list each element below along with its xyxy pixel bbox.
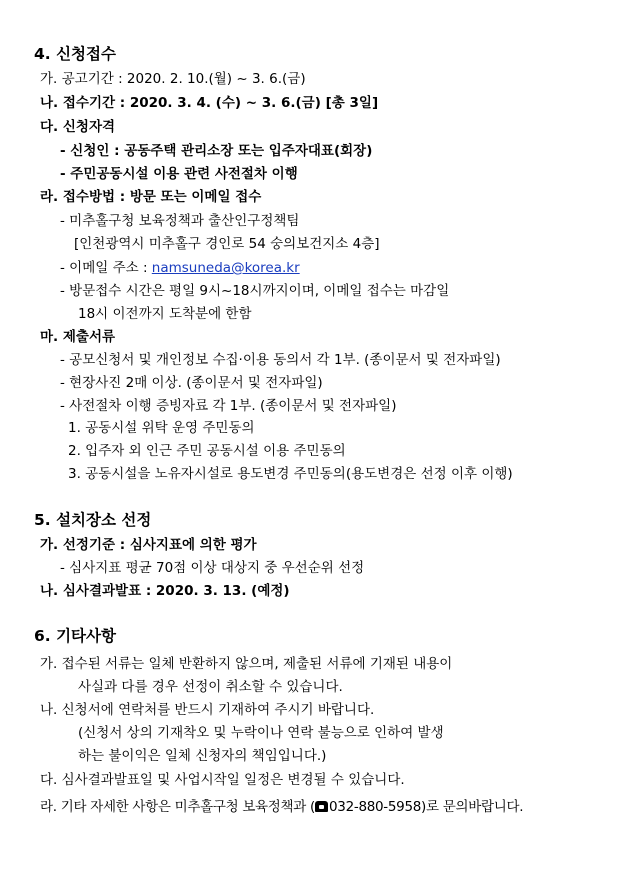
submission-email-line [60, 258, 300, 278]
email-label: - 이메일 주소 : [60, 260, 152, 276]
section-4-title: 4. 신청접수 [34, 45, 116, 63]
email-link[interactable]: namsuneda@korea.kr [151, 260, 300, 276]
misc-item-ra [40, 797, 523, 817]
misc-item-da: 다. 심사결과발표일 및 사업시작일 일정은 변경될 수 있습니다. [40, 772, 405, 788]
documents-item-3: - 사전절차 이행 증빙자료 각 1부. (종이문서 및 전자파일) [60, 398, 397, 414]
consent-item-2: 2. 입주자 외 인근 주민 공동시설 이용 주민동의 [68, 443, 346, 459]
contact-suffix: )로 문의바랍니다. [421, 799, 524, 815]
eligibility-procedure: - 주민공동시설 이용 관련 사전절차 이행 [60, 166, 298, 182]
misc-item-ga: 가. 접수된 서류는 일체 반환하지 않으며, 제출된 서류에 기재된 내용이 [40, 656, 453, 672]
documents-item-2: - 현장사진 2매 이상. (종이문서 및 전자파일) [60, 375, 323, 391]
misc-item-na: 나. 신청서에 연락처를 반드시 기재하여 주시기 바랍니다. [40, 702, 375, 718]
email-deadline-line: 18시 이전까지 도착분에 한함 [78, 306, 252, 322]
consent-item-1: 1. 공동시설 위탁 운영 주민동의 [68, 420, 255, 436]
eligibility-applicant: - 신청인 : 공동주택 관리소장 또는 입주자대표(회장) [60, 143, 373, 159]
misc-item-na-cont-2: 하는 불이익은 일체 신청자의 책임입니다.) [78, 748, 327, 764]
documents-heading: 마. 제출서류 [40, 329, 116, 345]
selection-criteria: 가. 선정기준 : 심사지표에 의한 평가 [40, 537, 257, 553]
misc-item-ga-cont: 사실과 다를 경우 선정이 취소할 수 있습니다. [78, 679, 343, 695]
contact-prefix: 라. 기타 자세한 사항은 미추홀구청 보육정책과 ( [40, 799, 315, 815]
submission-method-heading: 라. 접수방법 : 방문 또는 이메일 접수 [40, 189, 262, 205]
eligibility-heading: 다. 신청자격 [40, 119, 116, 135]
documents-item-1: - 공모신청서 및 개인정보 수집·이용 동의서 각 1부. (종이문서 및 전자파일) [60, 352, 501, 368]
result-announcement: 나. 심사결과발표 : 2020. 3. 13. (예정) [40, 583, 290, 599]
misc-item-na-cont-1: (신청서 상의 기재착오 및 누락이나 연락 불능으로 인하여 발생 [78, 725, 444, 741]
visit-hours-line: - 방문접수 시간은 평일 9시~18시까지이며, 이메일 접수는 마감일 [60, 283, 450, 299]
announcement-period [40, 69, 306, 89]
announcement-period-text: 가. 공고기간 : 2020. 2. 10.(월) ~ 3. 6.(금) [40, 71, 306, 87]
application-period: 나. 접수기간 : 2020. 3. 4. (수) ~ 3. 6.(금) [총 3일] [40, 95, 379, 111]
submission-address: [인천광역시 미추홀구 경인로 54 숭의보건지소 4층] [74, 236, 380, 252]
contact-phone: 032-880-5958 [329, 799, 422, 815]
section-5-title: 5. 설치장소 선정 [34, 511, 152, 529]
section-6-title: 6. 기타사항 [34, 627, 116, 645]
consent-item-3: 3. 공동시설을 노유자시설로 용도변경 주민동의(용도변경은 선정 이후 이행) [68, 466, 513, 482]
selection-score-line: - 심사지표 평균 70점 이상 대상지 중 우선순위 선정 [60, 560, 365, 576]
telephone-icon [315, 801, 328, 812]
submission-office: - 미추홀구청 보육정책과 출산인구정책팀 [60, 213, 300, 229]
